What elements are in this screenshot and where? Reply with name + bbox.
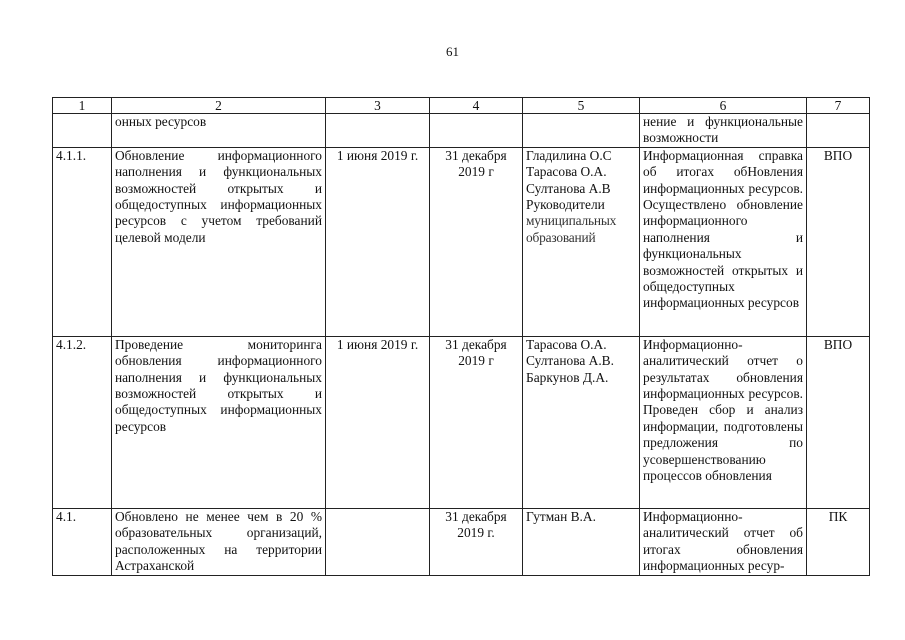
- result-text: Информационная справка об итогах обНовления информационных ресурсов. Осуществлено обновление информационного наполнения и функциональных возможностей открытых и общедоступных информационных ресурсов: [640, 147, 807, 336]
- activity-text: Обновлено не менее чем в 20 % образовательных организаций, расположенных на территории Астраханской: [112, 508, 326, 575]
- responsible: [523, 114, 640, 148]
- responsible-person: Султанова А.В: [526, 180, 611, 196]
- responsible-person: муниципальных: [526, 213, 617, 229]
- end-date: [430, 114, 523, 148]
- responsible-person: Баркунов Д.А.: [526, 369, 609, 385]
- header-cell: 3: [326, 98, 430, 114]
- activity-text: Обновление информационного наполнения и функциональных возможностей открытых и общедоступных информационных ресурсов с учетом требований целевой модели: [112, 147, 326, 336]
- result-text: Информационно-аналитический отчет о результатах обновления информационных ресурсов. Проведен сбор и анализ информации, подготовлены предложения по усовершенствованию процессов обновления: [640, 336, 807, 508]
- responsible-person: Гладилина О.С: [526, 147, 612, 163]
- end-date: 31 декабря 2019 г: [430, 336, 523, 508]
- table-row: [53, 508, 870, 575]
- end-date: 31 декабря 2019 г.: [430, 508, 523, 575]
- row-number: 4.1.: [53, 508, 112, 575]
- responsible: [523, 147, 640, 336]
- responsible: [523, 336, 640, 508]
- responsible-person: Султанова А.В.: [526, 353, 614, 369]
- table-row: [53, 114, 870, 148]
- activity-text: онных ресурсов: [112, 114, 326, 148]
- row-number: 4.1.2.: [53, 336, 112, 508]
- responsible-person: Гутман В.А.: [526, 508, 596, 524]
- start-date: 1 июня 2019 г.: [326, 336, 430, 508]
- page-number: 61: [446, 44, 459, 59]
- header-cell: 6: [640, 98, 807, 114]
- start-date: [326, 508, 430, 575]
- header-cell: 4: [430, 98, 523, 114]
- category: ПК: [807, 508, 870, 575]
- responsible-person: образований: [526, 229, 596, 245]
- header-cell: 5: [523, 98, 640, 114]
- start-date: [326, 114, 430, 148]
- header-cell: 7: [807, 98, 870, 114]
- plan-table: [52, 97, 870, 576]
- responsible-person: Руководители: [526, 197, 605, 213]
- table-row: [53, 336, 870, 508]
- responsible: [523, 508, 640, 575]
- category: ВПО: [807, 147, 870, 336]
- result-text: нение и функциональные возможности: [640, 114, 807, 148]
- start-date: 1 июня 2019 г.: [326, 147, 430, 336]
- header-cell: 2: [112, 98, 326, 114]
- category: [807, 114, 870, 148]
- end-date: 31 декабря 2019 г: [430, 147, 523, 336]
- result-text: Информационно-аналитический отчет об итогах обновления информационных ресур-: [640, 508, 807, 575]
- responsible-person: Тарасова О.А.: [526, 164, 607, 180]
- category: ВПО: [807, 336, 870, 508]
- table-row: [53, 147, 870, 336]
- responsible-person: Тарасова О.А.: [526, 336, 607, 352]
- activity-text: Проведение мониторинга обновления информационного наполнения и функциональных возможностей открытых и общедоступных информационных ресурсов: [112, 336, 326, 508]
- header-row: [53, 98, 870, 114]
- row-number: 4.1.1.: [53, 147, 112, 336]
- row-number: [53, 114, 112, 148]
- header-cell: 1: [53, 98, 112, 114]
